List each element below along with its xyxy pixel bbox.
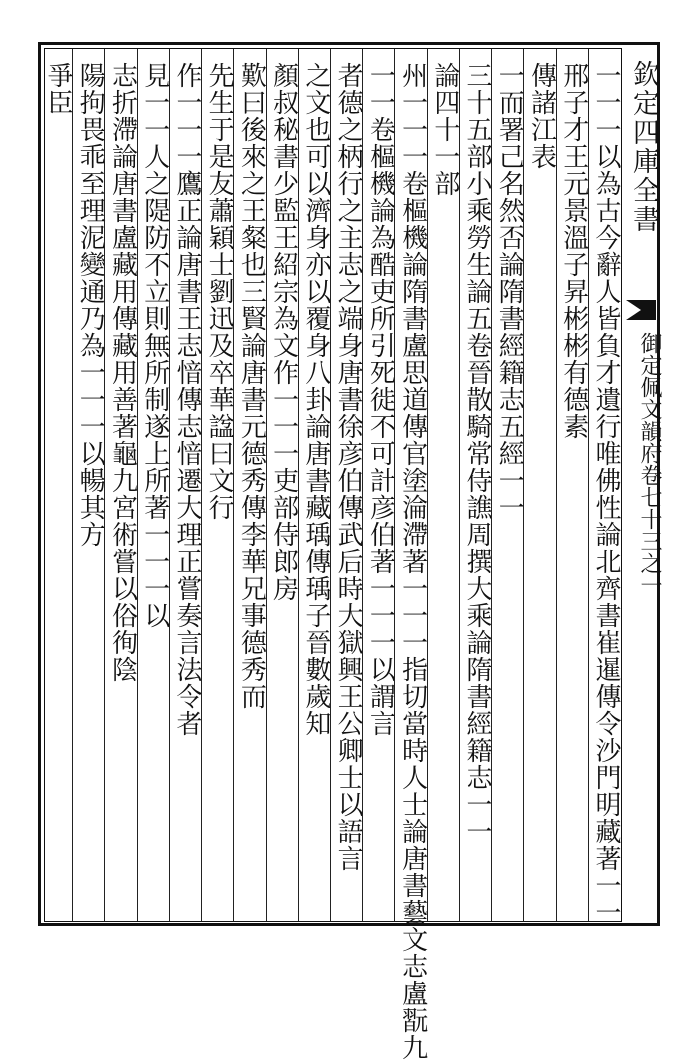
text-column: 者德之柄行之主志之端身唐書徐彦伯傳武后時大獄興王公卿士以語言 (333, 62, 364, 872)
column-rule (362, 49, 363, 921)
column-rule (330, 49, 331, 921)
column-rule (266, 49, 267, 921)
column-rule (72, 49, 73, 921)
column-rule (201, 49, 202, 921)
column-rule (491, 49, 492, 921)
text-column: 作一一一鷹正論唐書王志愔傳志愔遷大理正嘗奏言法令者 (171, 62, 202, 737)
column-rule (588, 49, 589, 921)
column-rule (233, 49, 234, 921)
text-column: 之文也可以濟身亦以覆身八卦論唐書藏瑀傳瑀子晉數歲知 (300, 62, 331, 737)
text-column: 一而署己名然否論隋書經籍志五經一一 (494, 62, 525, 521)
column-rule (298, 49, 299, 921)
column-rule (459, 49, 460, 921)
text-column: 論四十一部 (429, 62, 460, 197)
column-rule (394, 49, 395, 921)
section-title: 御定佩文韻府卷七十三之一 (637, 332, 662, 596)
text-column: 先生于是友蕭穎士劉迅及卒華諡曰文行 (204, 62, 235, 521)
text-column: 顏叔秘書少監王紹宗為文作一一一吏部侍郎房 (268, 62, 299, 602)
column-rule (169, 49, 170, 921)
book-title: 欽定四庫全書 (628, 60, 659, 234)
text-column: 邢子才王元景溫子昇彬彬有德素 (558, 62, 589, 440)
column-rule (556, 49, 557, 921)
fish-tail-mark-icon (626, 300, 656, 320)
text-column: 陽拘畏乖至理泥變通乃為一一一以暢其方 (75, 62, 106, 548)
text-column: 爭臣 (43, 62, 73, 116)
text-column: 一一一以為古今辭人皆負才遺行唯佛性論北齊書崔暹傳令沙門明藏著一一 (591, 62, 621, 926)
column-rule (427, 49, 428, 921)
column-rule (104, 49, 105, 921)
text-column: 歎曰後來之王粲也三賢論唐書元德秀傳李華兄事德秀而 (236, 62, 267, 710)
text-column: 傳諸江表 (526, 62, 557, 170)
text-column: 一一卷樞機論為酷吏所引死徙不可計彦伯著一一一以謂言 (365, 62, 396, 737)
text-column: 志折滯論唐書盧藏用傳藏用善著龜九宮術嘗以俗徇陰 (107, 62, 138, 683)
text-column: 見一一人之隄防不立則無所制遂上所著一一一以 (139, 62, 170, 629)
column-rule (137, 49, 138, 921)
text-column: 三十五部小乘勞生論五卷晉散騎常侍譙周撰大乘論隋書經籍志一一 (462, 62, 493, 845)
column-rule (523, 49, 524, 921)
text-column: 州一一一卷樞機論隋書盧思道傳官塗淪滯著一一一指切當時人士論唐書藝文志盧翫九 (397, 62, 428, 1061)
